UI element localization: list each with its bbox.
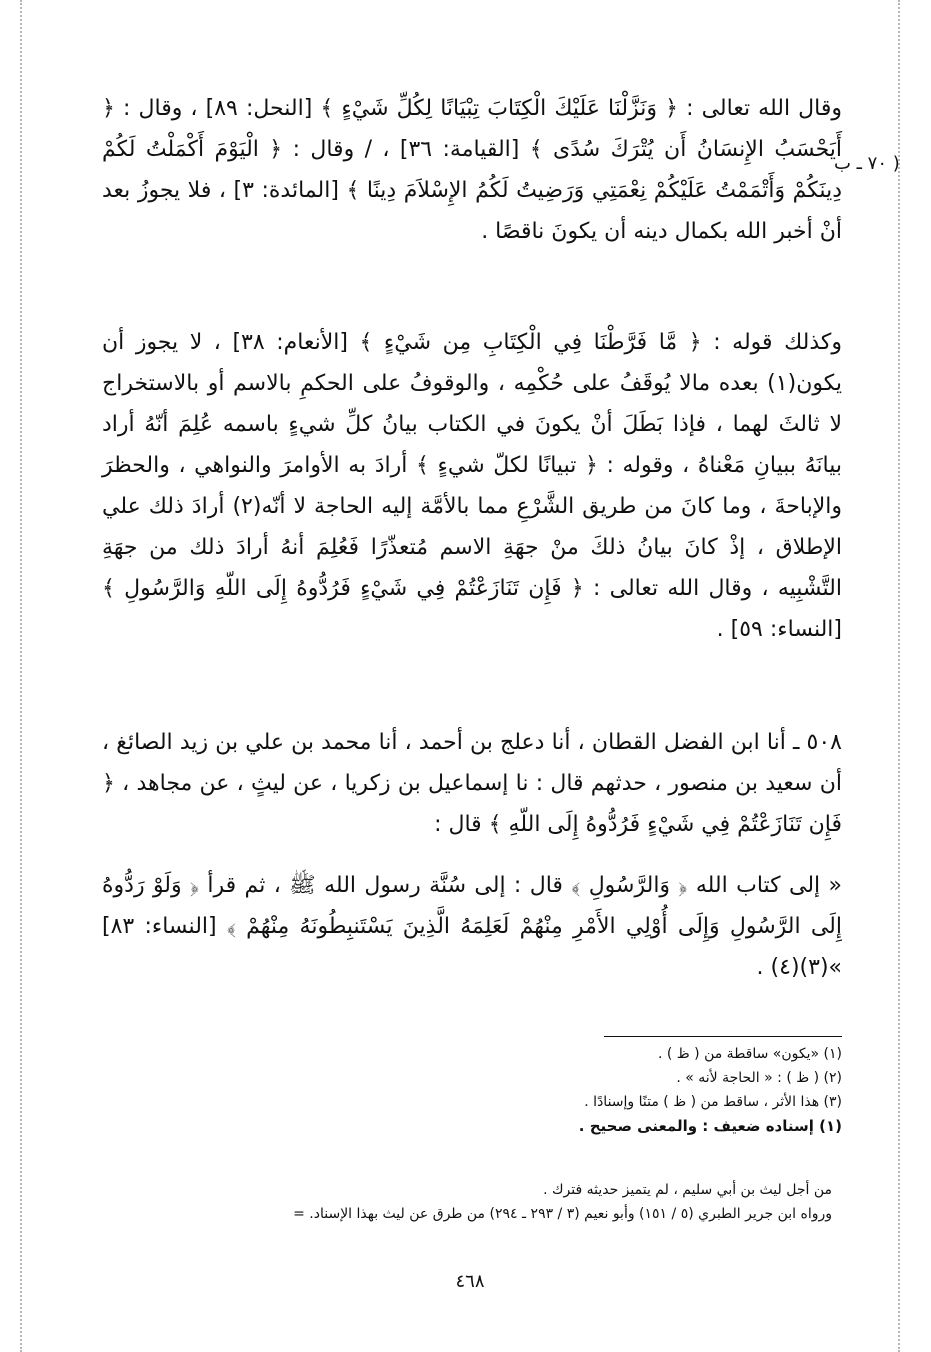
main-paragraph-1 bbox=[102, 88, 842, 298]
footnotes bbox=[470, 1042, 842, 1138]
footnote-divider bbox=[604, 1036, 842, 1037]
commentary-line: ورواه ابن جرير الطبري (٥ / ١٥١) وأبو نعيم (٣ / ٢٩٣ ـ ٢٩٤) من طرق عن ليث بهذا الإسناد. = bbox=[293, 1206, 832, 1222]
scan-edge-dots-right bbox=[898, 0, 900, 1352]
manuscript-margin-note: ( ٧٠ ـ ب bbox=[834, 153, 900, 174]
footnote-commentary bbox=[120, 1178, 832, 1226]
footnote-item: (١) «يكون» ساقطة من ( ظ ) . bbox=[657, 1046, 842, 1062]
footnote-item: (٣) هذا الأثر ، ساقط من ( ظ ) متنًا وإسنادًا . bbox=[584, 1094, 842, 1110]
main-paragraph-3 bbox=[102, 722, 842, 852]
paragraph-1-text: وقال الله تعالى : ﴿ وَنَزَّلْنَا عَلَيْكَ الْكِتَابَ تِبْيَانًا لِكُلِّ شَيْءٍ ﴾ [النحل: ٨٩] ، وقال : ﴿ أَيَحْسَبُ الإِنسَانُ أَن يُتْرَكَ سُدًى ﴾ [القيامة: ٣٦] ، / وقال : ﴿ الْيَوْمَ أَكْمَلْتُ لَكُمْ دِينَكُمْ وَأَتْمَمْتُ عَلَيْكُمْ نِعْمَتِي وَرَضِيتُ لَكُمُ الإِسْلاَمَ دِينًا ﴾ [المائدة: ٣] ، فلا يجوزُ بعد أنْ أخبر الله بكمال دينه أن يكونَ ناقصًا . bbox=[102, 96, 843, 244]
footnote-item: (٢) ( ظ ) : « الحاجة لأنه » . bbox=[676, 1070, 842, 1086]
main-paragraph-4 bbox=[102, 865, 842, 1025]
main-paragraph-2 bbox=[102, 322, 842, 702]
scan-edge-dots-left bbox=[20, 0, 22, 1352]
paragraph-2-text: وكذلك قوله : ﴿ مَّا فَرَّطْنَا فِي الْكِتَابِ مِن شَيْءٍ ﴾ [الأنعام: ٣٨] ، لا يجوز أن يكون(١) بعده مالا يُوقَفُ على حُكْمِه ، والوقوفُ على الحكمِ بالاسم أو بالاستخراج لا ثالثَ لهما ، فإذا بَطَلَ أنْ يكونَ في الكتاب بيانُ كلِّ شيءٍ باسمه عُلِمَ أنّهُ أراد بيانَهُ ببيانِ مَعْناهُ ، وقوله : ﴿ تبيانًا لكلّ شيءٍ ﴾ أرادَ به الأوامرَ والنواهي ، والحظرَ والإباحةَ ، وما كانَ من طريق الشَّرْعِ مما بالأمَّة إليه الحاجة لا أنّه(٢) أرادَ ذلك علي الإطلاق ، إذْ كانَ بيانُ ذلكَ منْ جهَةِ الاسم مُتعذّرًا فَعُلِمَ أنهُ أرادَ ذلك من جهَةِ التَّشْبِيه ، وقال الله تعالى : ﴿ فَإِن تَنَازَعْتُمْ فِي شَيْءٍ فَرُدُّوهُ إِلَى اللّهِ وَالرَّسُولِ ﴾ [النساء: ٥٩] . bbox=[102, 330, 842, 642]
page-number: ٤٦٨ bbox=[455, 1271, 485, 1292]
footnote-item: (١) إسناده ضعيف : والمعنى صحيح . bbox=[578, 1117, 842, 1135]
commentary-line: من أجل ليث بن أبي سليم ، لم يتميز حديثه فترك . bbox=[543, 1182, 832, 1198]
paragraph-3-text: ٥٠٨ ـ أنا ابن الفضل القطان ، أنا دعلج بن أحمد ، أنا محمد بن علي بن زيد الصائغ ، أن سعيد بن منصور ، حدثهم قال : نا إسماعيل بن زكريا ، عن ليثٍ ، عن مجاهد ، ﴿ فَإِن تَنَازَعْتُمْ فِي شَيْءٍ فَرُدُّوهُ إِلَى اللّهِ ﴾ قال : bbox=[102, 730, 842, 837]
paragraph-4-text: « إلى كتاب الله ﴿ وَالرَّسُولِ ﴾ قال : إلى سُنَّة رسول الله ﷺ ، ثم قرأ ﴿ وَلَوْ رَدُّوهُ إِلَى الرَّسُولِ وَإِلَى أُوْلِي الأَمْرِ مِنْهُمْ لَعَلِمَهُ الَّذِينَ يَسْتَنبِطُونَهُ مِنْهُمْ ﴾ [النساء: ٨٣] »(٣)(٤) . bbox=[102, 873, 842, 980]
